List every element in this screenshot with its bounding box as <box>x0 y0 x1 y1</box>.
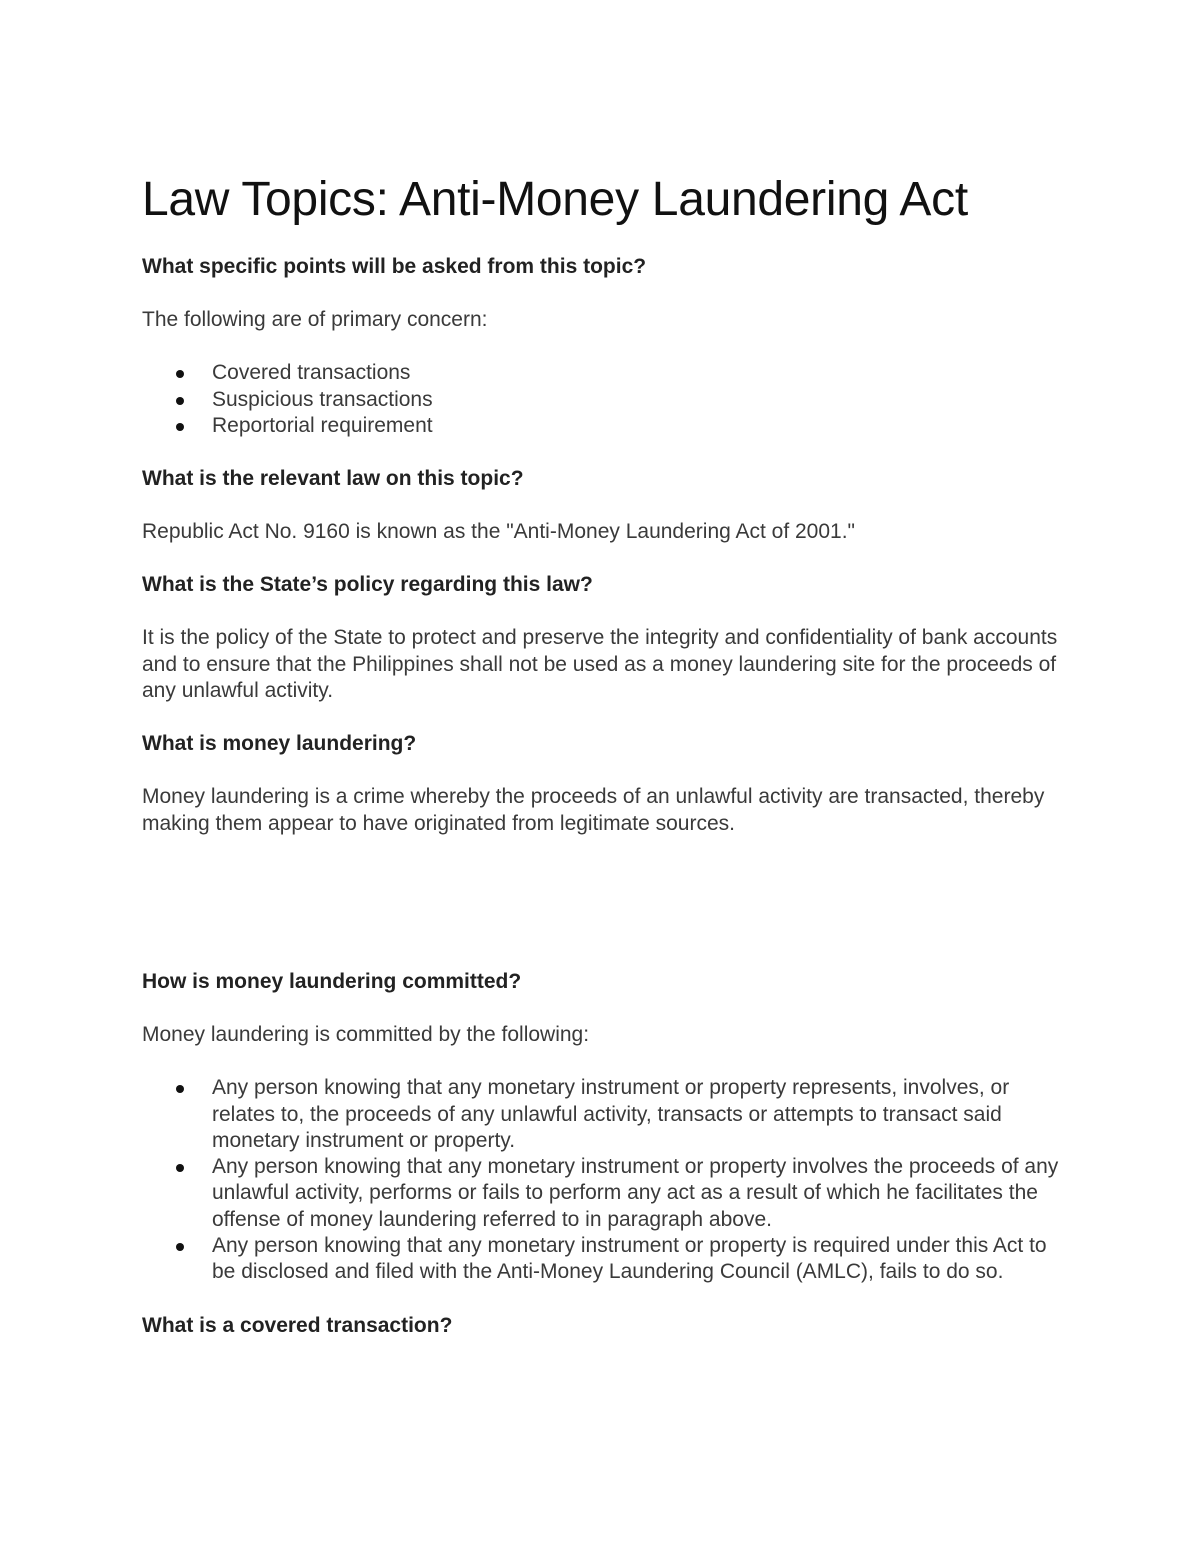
document-page <box>142 170 1072 1339</box>
list-item: Suspicious transactions <box>142 387 1072 413</box>
list-item: Reportorial requirement <box>142 413 1072 439</box>
paragraph-how-committed: Money laundering is committed by the following: <box>142 1022 590 1046</box>
list-item: Any person knowing that any monetary instrument or property is required under this Act to be disclosed and filed with the Anti-Money Laundering Council (AMLC), fails to do so. <box>142 1233 1072 1286</box>
how-committed-list <box>142 1075 1072 1285</box>
list-item: Any person knowing that any monetary instrument or property represents, involves, or relates to, the proceeds of any unlawful activity, transacts or attempts to transact said monetary instrument or property. <box>142 1075 1072 1154</box>
bullet-icon <box>176 423 184 431</box>
bullet-icon <box>176 1164 184 1172</box>
question-state-policy: What is the State’s policy regarding this law? <box>142 573 593 597</box>
question-relevant-law: What is the relevant law on this topic? <box>142 467 524 491</box>
question-how-committed: How is money laundering committed? <box>142 969 522 993</box>
list-item: Covered transactions <box>142 360 1072 386</box>
question-specific-points: What specific points will be asked from this topic? <box>142 255 647 278</box>
question-money-laundering: What is money laundering? <box>142 732 417 756</box>
question-covered-transaction: What is a covered transaction? <box>142 1313 453 1337</box>
bullet-icon <box>176 397 184 405</box>
page-title: Law Topics: Anti-Money Laundering Act <box>142 173 968 226</box>
paragraph-money-laundering: Money laundering is a crime whereby the proceeds of an unlawful activity are transacted, thereby making them appear to have originated from legitimate sources. <box>142 785 1045 835</box>
paragraph-primary-concern: The following are of primary concern: <box>142 308 488 331</box>
bullet-icon <box>176 1243 184 1251</box>
paragraph-relevant-law: Republic Act No. 9160 is known as the "Anti-Money Laundering Act of 2001." <box>142 520 856 544</box>
bullet-icon <box>176 370 184 378</box>
primary-concern-list <box>142 360 1072 439</box>
list-item: Any person knowing that any monetary instrument or property involves the proceeds of any unlawful activity, performs or fails to perform any act as a result of which he facilitates the offense of money laundering referred to in paragraph above. <box>142 1154 1072 1233</box>
paragraph-state-policy: It is the policy of the State to protect and preserve the integrity and confidentiality of bank accounts and to ensure that the Philippines shall not be used as a money laundering site for the proceeds of any unlawful activity. <box>142 626 1058 703</box>
bullet-icon <box>176 1085 184 1093</box>
